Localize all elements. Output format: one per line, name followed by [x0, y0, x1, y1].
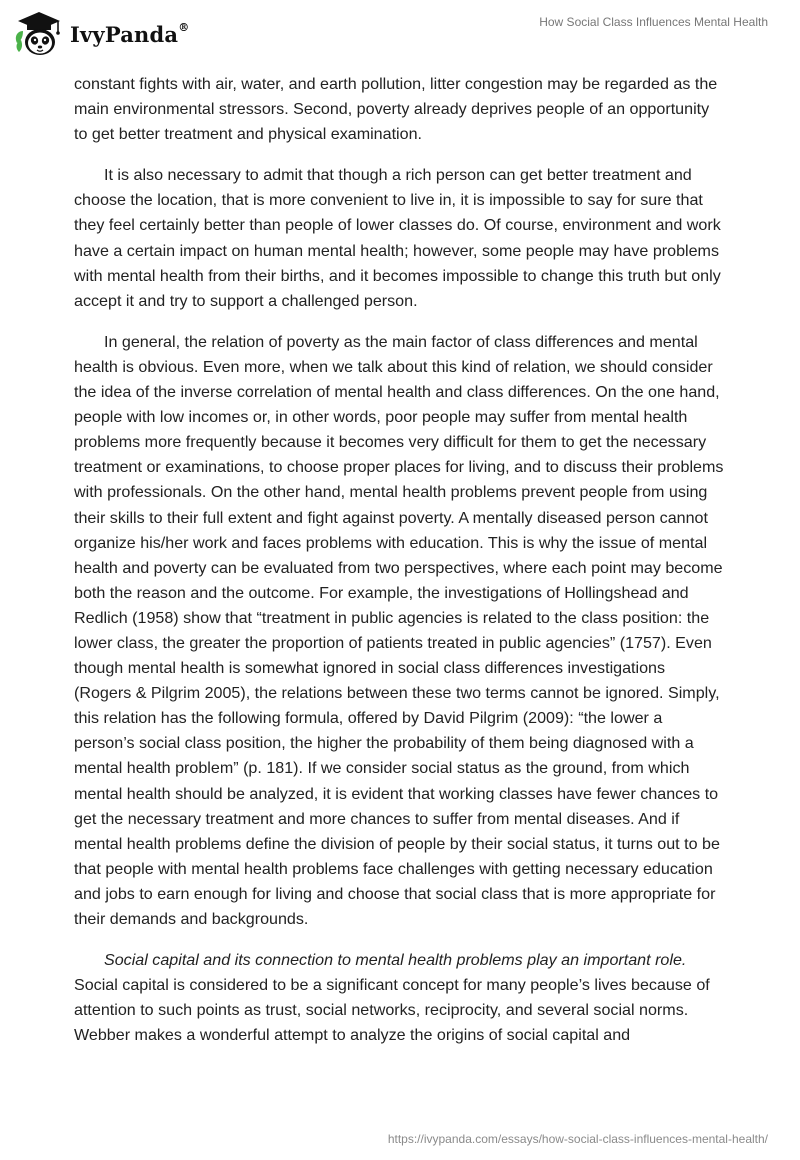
panda-graduate-logo-icon: [14, 10, 64, 58]
section-topic-sentence: Social capital and its connection to mental health problems play an important role.: [104, 951, 687, 970]
paragraph: In general, the relation of poverty as the main factor of class differences and mental health is obvious. Even more, when we talk about this kind of relation, we should consider the idea of the inverse correlation of mental health and class differences. On the one hand, people with low incomes or, in other words, poor people may suffer from mental health problems more frequently because it becomes very difficult for them to get the necessary treatment or examinations, to choose proper places for living, and to discuss their problems with professionals. On the other hand, mental health problems prevent people from using their skills to their full extent and fight against poverty. A mentally diseased person cannot organize his/her work and faces problems with education. This is why the issue of mental health and poverty can be evaluated from two perspectives, where each point may become both the reason and the outcome. For example, the investigations of Hollingshead and Redlich (1958) show that “treatment in public agencies is related to the class position: the lower class, the greater the proportion of patients treated in public agencies” (1757). Even though mental health is somewhat ignored in social class differences investigations (Rogers & Pilgrim 2005), the relations between these two terms cannot be ignored. Simply, this relation has the following formula, offered by David Pilgrim (2009): “the lower a person’s social class position, the higher the probability of them being diagnosed with a mental health problem” (p. 181). If we consider social status as the ground, from which mental health should be analyzed, it is evident that working classes have fewer chances to get the necessary treatment and more chances to suffer from mental diseases. And if mental health problems define the division of people by their social status, it turns out to be that people with mental health problems face challenges with getting necessary education and jobs to earn enough for living and choose that social class that is more appropriate for their demands and backgrounds.: [74, 332, 724, 928]
paragraph: constant fights with air, water, and earth pollution, litter congestion may be regarded as the main environmental stressors. Second, poverty already deprives people of an opportunity to get better treatment and physical examination.: [74, 75, 718, 144]
brand-logo[interactable]: [14, 10, 189, 58]
paragraph: [74, 948, 724, 1048]
brand-name: IvyPanda®: [70, 20, 190, 47]
document-title: How Social Class Influences Mental Health: [539, 15, 768, 29]
paragraph-text: Social capital is considered to be a significant concept for many people’s lives because of attention to such points as trust, social networks, reciprocity, and several social norms. Webber makes a wonderful attempt to analyze the origins of social capital and: [74, 976, 710, 1045]
page-header: [0, 0, 800, 64]
paragraph: It is also necessary to admit that though a rich person can get better treatment and choose the location, that is more convenient to live in, it is impossible to say for sure that they feel certainly better than people of lower classes do. Of course, environment and work have a certain impact on human mental health; however, some people may have problems with mental health from their births, and it becomes impossible to change this truth but only accept it and try to support a challenged person.: [74, 166, 721, 310]
essay-body: [74, 72, 724, 1064]
source-url[interactable]: https://ivypanda.com/essays/how-social-class-influences-mental-health/: [387, 1132, 768, 1146]
